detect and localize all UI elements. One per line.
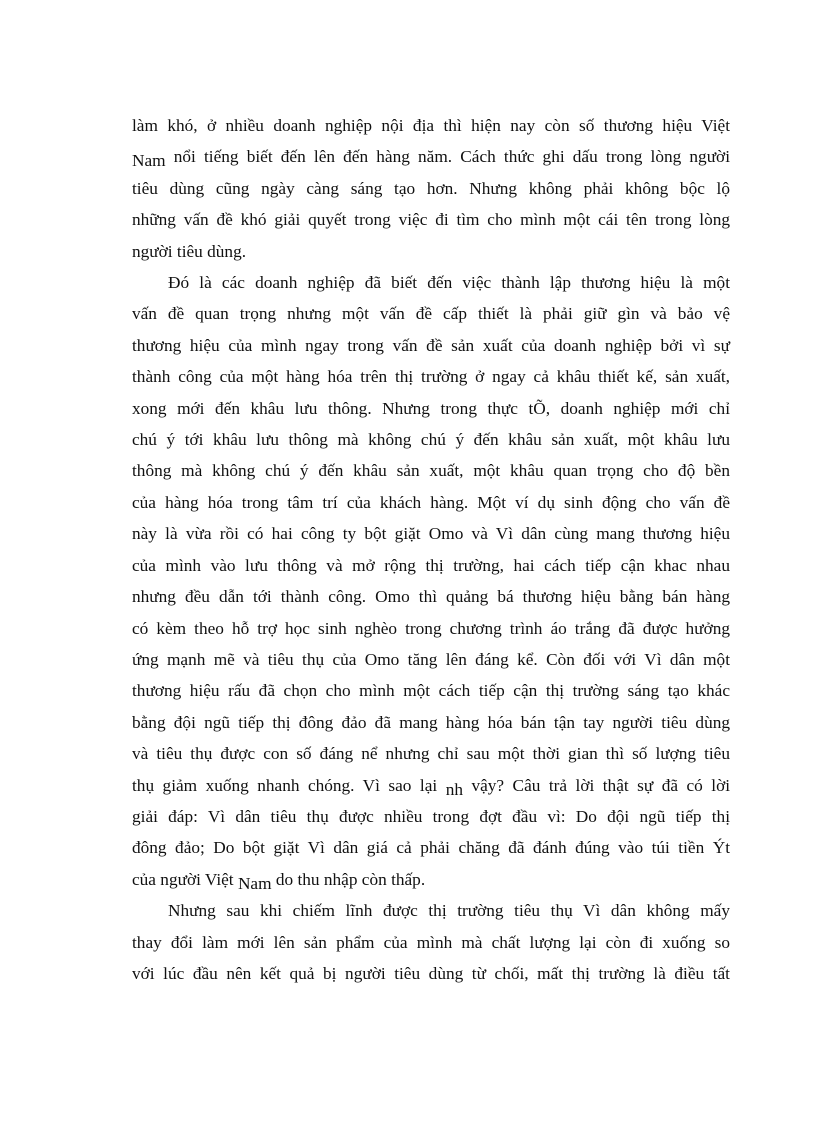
text-line: nhưng đều dẫn tới thành công. Omo thì quảng bá thương hiệu bằng bán hàng	[132, 587, 730, 607]
text-line: tiêu dùng cũng ngày càng sáng tạo hơn. Nhưng không phải không bộc lộ	[132, 178, 730, 198]
text-line-part: của người Việt	[132, 869, 234, 889]
text-line: với lúc đầu nên kết quả bị người tiêu dùng từ chối, mất thị trường là điều tất	[132, 963, 730, 983]
text-line: làm khó, ở nhiều doanh nghiệp nội địa thì hiện nay còn số thương hiệu Việt	[132, 116, 730, 135]
text-line: thương hiệu rấu đã chọn cho mình một cách tiếp cận thị trường sáng tạo khác	[132, 681, 730, 701]
text-line	[132, 770, 730, 801]
text-line	[132, 864, 730, 895]
text-line-part: vậy? Câu trả lời thật sự đã có lời	[471, 775, 731, 795]
text-line: những vấn đề khó giải quyết trong việc đi tìm cho mình một cái tên trong lòng	[132, 210, 730, 230]
text-line	[132, 141, 730, 172]
text-line-rest: nổi tiếng biết đến lên đến hàng năm. Cách thức ghi dấu trong lòng người	[173, 147, 730, 167]
text-line: của hàng hóa trong tâm trí của khách hàng. Một ví dụ sinh động cho vấn đề	[132, 492, 730, 512]
paragraph-1	[132, 110, 730, 267]
text-line-lead: Nam	[132, 151, 166, 171]
text-line: xong mới đến khâu lưu thông. Nhưng trong thực tÕ, doanh nghiệp mới chỉ	[132, 398, 730, 418]
text-line: thay đổi làm mới lên sản phẩm của mình mà chất lượng lại còn đi xuống so	[132, 932, 730, 952]
text-line: người tiêu dùng.	[132, 241, 247, 261]
text-line-part: thụ giảm xuống nhanh chóng. Vì sao lại	[132, 775, 438, 795]
text-line: ứng mạnh mẽ và tiêu thụ của Omo tăng lên đáng kể. Còn đối với Vì dân một	[132, 649, 730, 669]
text-line: vấn đề quan trọng nhưng một vấn đề cấp thiết là phải giữ gìn và bảo vệ	[132, 304, 730, 324]
paragraph-2	[132, 267, 730, 895]
text-line: có kèm theo hỗ trợ học sinh nghèo trong chương trình áo trắng đã được hưởng	[132, 618, 730, 638]
text-line: Đó là các doanh nghiệp đã biết đến việc thành lập thương hiệu là một	[168, 273, 730, 293]
text-line: chú ý tới khâu lưu thông mà không chú ý đến khâu sản xuất, một khâu lưu	[132, 430, 730, 450]
text-line-low: Nam	[237, 873, 272, 893]
body-text	[132, 110, 730, 989]
text-line: bằng đội ngũ tiếp thị đông đảo đã mang hàng hóa bán tận tay người tiêu dùng	[132, 712, 730, 732]
text-line: Nhưng sau khi chiếm lĩnh được thị trường tiêu thụ Vì dân không mấy	[168, 901, 730, 921]
text-line: và tiêu thụ được con số đáng nể nhưng chỉ sau một thời gian thì số lượng tiêu	[132, 744, 730, 764]
paragraph-3	[132, 895, 730, 989]
text-line: thông mà không chú ý đến khâu sản xuất, một khâu quan trọng cho độ bền	[132, 461, 730, 481]
text-line: của mình vào lưu thông và mở rộng thị trường, hai cách tiếp cận khac nhau	[132, 555, 730, 575]
text-line: đông đảo; Do bột giặt Vì dân giá cả phải chăng đã đánh đúng vào túi tiền Ýt	[132, 838, 730, 858]
text-line-part: do thu nhập còn thấp.	[275, 869, 426, 889]
text-line-low: nh	[445, 779, 463, 799]
text-line: giải đáp: Vì dân tiêu thụ được nhiều trong đợt đầu vì: Do đội ngũ tiếp thị	[132, 806, 730, 826]
text-line: thương hiệu của mình ngay trong vấn đề sản xuất của doanh nghiệp bởi vì sự	[132, 335, 730, 355]
text-line: thành công của một hàng hóa trên thị trường ở ngay cả khâu thiết kế, sản xuất,	[132, 367, 730, 387]
text-line: này là vừa rồi có hai công ty bột giặt Omo và Vì dân cùng mang thương hiệu	[132, 524, 730, 544]
